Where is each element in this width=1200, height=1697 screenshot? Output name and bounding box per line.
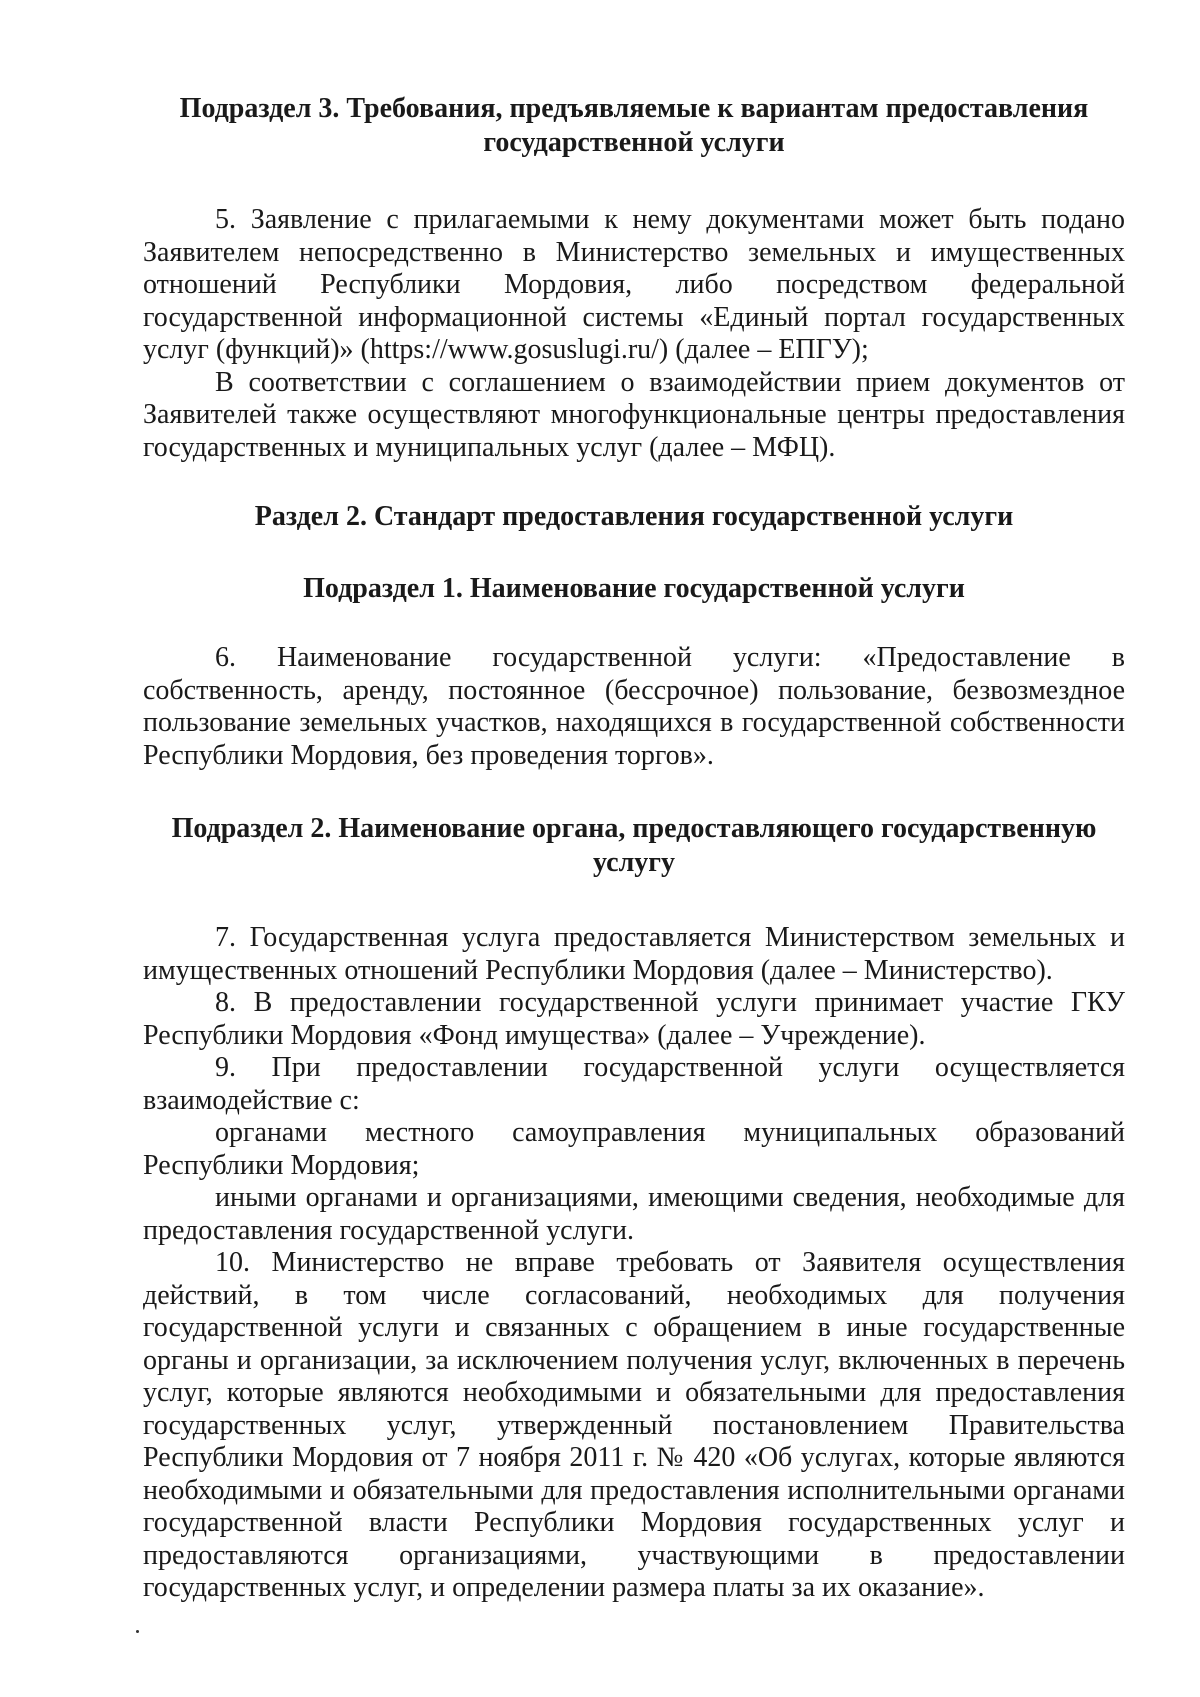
- document-body: [143, 92, 1125, 1605]
- paragraph-6: 6. Наименование государственной услуги: «Предоставление в собственность, аренду, постоянное (бессрочное) пользование, безвозмездное пользование земельных участков, находящихся в государственной собственности Республики Мордовия, без проведения торгов».: [143, 642, 1125, 771]
- paragraph-10: 10. Министерство не вправе требовать от Заявителя осуществления действий, в том числе согласований, необходимых для получения государственной услуги и связанных с обращением в иные государственные органы и организации, за исключением получения услуг, включенных в перечень услуг, которые являются необходимыми и обязательными для предоставления государственных услуг, утвержденный постановлением Правительства Республики Мордовия от 7 ноября 2011 г. № 420 «Об услугах, которые являются необходимыми и обязательными для предоставления исполнительными органами государственной власти Республики Мордовия государственных услуг и предоставляются организациями, участвующими в предоставлении государственных услуг, и определении размера платы за их оказание».: [143, 1247, 1125, 1603]
- subsection-2-heading: Подраздел 2. Наименование органа, предоставляющего государственную услугу: [171, 813, 1097, 878]
- section-2-heading: Раздел 2. Стандарт предоставления государственной услуги: [254, 501, 1014, 532]
- paragraph-mfc: В соответствии с соглашением о взаимодействии прием документов от Заявителей также осуществляют многофункциональные центры предоставления государственных и муниципальных услуг (далее – МФЦ).: [143, 366, 1125, 463]
- page-mark: [136, 1630, 139, 1633]
- paragraph-7: 7. Государственная услуга предоставляется Министерством земельных и имущественных отношений Республики Мордовия (далее – Министерство).: [143, 922, 1125, 986]
- subsection-1-heading: Подраздел 1. Наименование государственной услуги: [303, 573, 965, 604]
- paragraph-local-authorities: органами местного самоуправления муниципальных образований Республики Мордовия;: [143, 1117, 1125, 1181]
- paragraph-8: 8. В предоставлении государственной услуги принимает участие ГКУ Республики Мордовия «Фонд имущества» (далее – Учреждение).: [143, 987, 1125, 1051]
- paragraph-9: 9. При предоставлении государственной услуги осуществляется взаимодействие с:: [143, 1052, 1125, 1116]
- subsection-3-heading: Подраздел 3. Требования, предъявляемые к вариантам предоставления государственной услуги: [179, 93, 1089, 158]
- paragraph-other-bodies: иными органами и организациями, имеющими сведения, необходимые для предоставления государственной услуги.: [143, 1182, 1125, 1246]
- paragraph-5: 5. Заявление с прилагаемыми к нему документами может быть подано Заявителем непосредственно в Министерство земельных и имущественных отношений Республики Мордовия, либо посредством федеральной государственной информационной системы «Единый портал государственных услуг (функций)» (https://www.gosuslugi.ru/) (далее – ЕПГУ);: [143, 204, 1125, 365]
